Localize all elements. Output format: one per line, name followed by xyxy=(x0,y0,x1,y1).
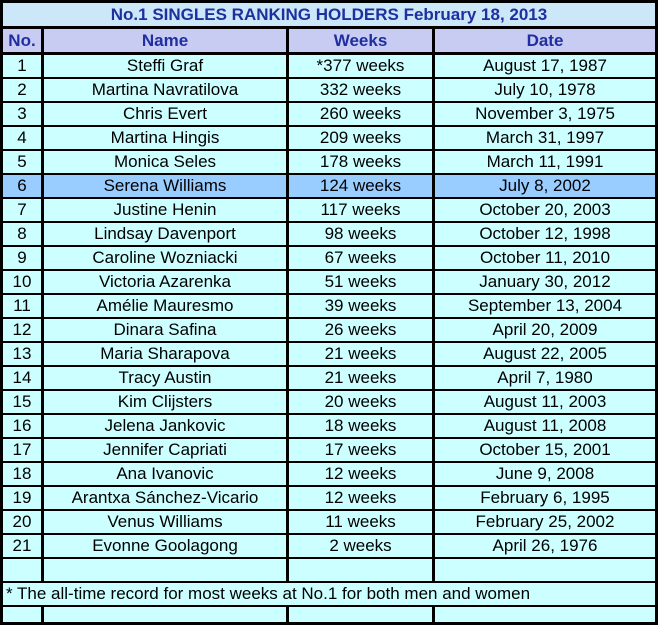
row-9-date: October 11, 2010 xyxy=(435,247,655,269)
row-5-weeks: 178 weeks xyxy=(289,151,432,173)
row-7-name: Justine Henin xyxy=(44,199,286,221)
row-9-name: Caroline Wozniacki xyxy=(44,247,286,269)
row-6-name: Serena Williams xyxy=(44,175,286,197)
row-15-name: Kim Clijsters xyxy=(44,391,286,413)
row-18-name: Ana Ivanovic xyxy=(44,463,286,485)
blank-cell-weeks xyxy=(289,559,432,581)
row-10-name: Victoria Azarenka xyxy=(44,271,286,293)
row-6-weeks: 124 weeks xyxy=(289,175,432,197)
trailing-cell-no xyxy=(3,607,41,622)
row-10-date: January 30, 2012 xyxy=(435,271,655,293)
row-14-weeks: 21 weeks xyxy=(289,367,432,389)
row-17-weeks: 17 weeks xyxy=(289,439,432,461)
row-14-no: 14 xyxy=(3,367,41,389)
row-12-name: Dinara Safina xyxy=(44,319,286,341)
row-11-no: 11 xyxy=(3,295,41,317)
row-1-date: August 17, 1987 xyxy=(435,55,655,77)
row-5-name: Monica Seles xyxy=(44,151,286,173)
row-3-weeks: 260 weeks xyxy=(289,103,432,125)
row-21-name: Evonne Goolagong xyxy=(44,535,286,557)
row-17-date: October 15, 2001 xyxy=(435,439,655,461)
row-5-date: March 11, 1991 xyxy=(435,151,655,173)
trailing-cell-name xyxy=(44,607,286,622)
row-8-name: Lindsay Davenport xyxy=(44,223,286,245)
row-1-weeks: *377 weeks xyxy=(289,55,432,77)
row-16-name: Jelena Jankovic xyxy=(44,415,286,437)
row-17-no: 17 xyxy=(3,439,41,461)
row-8-no: 8 xyxy=(3,223,41,245)
row-3-date: November 3, 1975 xyxy=(435,103,655,125)
row-20-weeks: 11 weeks xyxy=(289,511,432,533)
row-11-name: Amélie Mauresmo xyxy=(44,295,286,317)
row-7-date: October 20, 2003 xyxy=(435,199,655,221)
header-weeks: Weeks xyxy=(289,29,432,52)
row-18-no: 18 xyxy=(3,463,41,485)
footnote: * The all-time record for most weeks at No.1 for both men and women xyxy=(3,583,655,605)
row-20-date: February 25, 2002 xyxy=(435,511,655,533)
row-21-date: April 26, 1976 xyxy=(435,535,655,557)
row-6-date: July 8, 2002 xyxy=(435,175,655,197)
blank-cell-name xyxy=(44,559,286,581)
row-7-weeks: 117 weeks xyxy=(289,199,432,221)
row-13-name: Maria Sharapova xyxy=(44,343,286,365)
row-21-weeks: 2 weeks xyxy=(289,535,432,557)
trailing-cell-weeks xyxy=(289,607,432,622)
trailing-cell-date xyxy=(435,607,655,622)
row-4-name: Martina Hingis xyxy=(44,127,286,149)
row-1-no: 1 xyxy=(3,55,41,77)
row-16-date: August 11, 2008 xyxy=(435,415,655,437)
row-21-no: 21 xyxy=(3,535,41,557)
row-1-name: Steffi Graf xyxy=(44,55,286,77)
row-4-weeks: 209 weeks xyxy=(289,127,432,149)
row-19-weeks: 12 weeks xyxy=(289,487,432,509)
row-11-date: September 13, 2004 xyxy=(435,295,655,317)
row-18-weeks: 12 weeks xyxy=(289,463,432,485)
row-12-date: April 20, 2009 xyxy=(435,319,655,341)
row-19-no: 19 xyxy=(3,487,41,509)
row-3-name: Chris Evert xyxy=(44,103,286,125)
row-2-date: July 10, 1978 xyxy=(435,79,655,101)
row-19-name: Arantxa Sánchez-Vicario xyxy=(44,487,286,509)
row-12-no: 12 xyxy=(3,319,41,341)
blank-cell-date xyxy=(435,559,655,581)
row-14-name: Tracy Austin xyxy=(44,367,286,389)
row-13-no: 13 xyxy=(3,343,41,365)
header-name: Name xyxy=(44,29,286,52)
row-15-no: 15 xyxy=(3,391,41,413)
row-8-date: October 12, 1998 xyxy=(435,223,655,245)
table-title: No.1 SINGLES RANKING HOLDERS February 18, 2013 xyxy=(3,3,655,26)
header-no: No. xyxy=(3,29,41,52)
row-4-no: 4 xyxy=(3,127,41,149)
row-13-weeks: 21 weeks xyxy=(289,343,432,365)
row-15-date: August 11, 2003 xyxy=(435,391,655,413)
row-6-no: 6 xyxy=(3,175,41,197)
row-10-weeks: 51 weeks xyxy=(289,271,432,293)
row-9-no: 9 xyxy=(3,247,41,269)
row-13-date: August 22, 2005 xyxy=(435,343,655,365)
row-14-date: April 7, 1980 xyxy=(435,367,655,389)
row-5-no: 5 xyxy=(3,151,41,173)
row-3-no: 3 xyxy=(3,103,41,125)
row-20-name: Venus Williams xyxy=(44,511,286,533)
row-4-date: March 31, 1997 xyxy=(435,127,655,149)
row-10-no: 10 xyxy=(3,271,41,293)
row-18-date: June 9, 2008 xyxy=(435,463,655,485)
header-date: Date xyxy=(435,29,655,52)
row-19-date: February 6, 1995 xyxy=(435,487,655,509)
row-8-weeks: 98 weeks xyxy=(289,223,432,245)
blank-cell-no xyxy=(3,559,41,581)
row-2-weeks: 332 weeks xyxy=(289,79,432,101)
row-7-no: 7 xyxy=(3,199,41,221)
row-20-no: 20 xyxy=(3,511,41,533)
row-12-weeks: 26 weeks xyxy=(289,319,432,341)
row-16-no: 16 xyxy=(3,415,41,437)
row-15-weeks: 20 weeks xyxy=(289,391,432,413)
row-2-no: 2 xyxy=(3,79,41,101)
row-17-name: Jennifer Capriati xyxy=(44,439,286,461)
row-9-weeks: 67 weeks xyxy=(289,247,432,269)
row-11-weeks: 39 weeks xyxy=(289,295,432,317)
row-2-name: Martina Navratilova xyxy=(44,79,286,101)
row-16-weeks: 18 weeks xyxy=(289,415,432,437)
